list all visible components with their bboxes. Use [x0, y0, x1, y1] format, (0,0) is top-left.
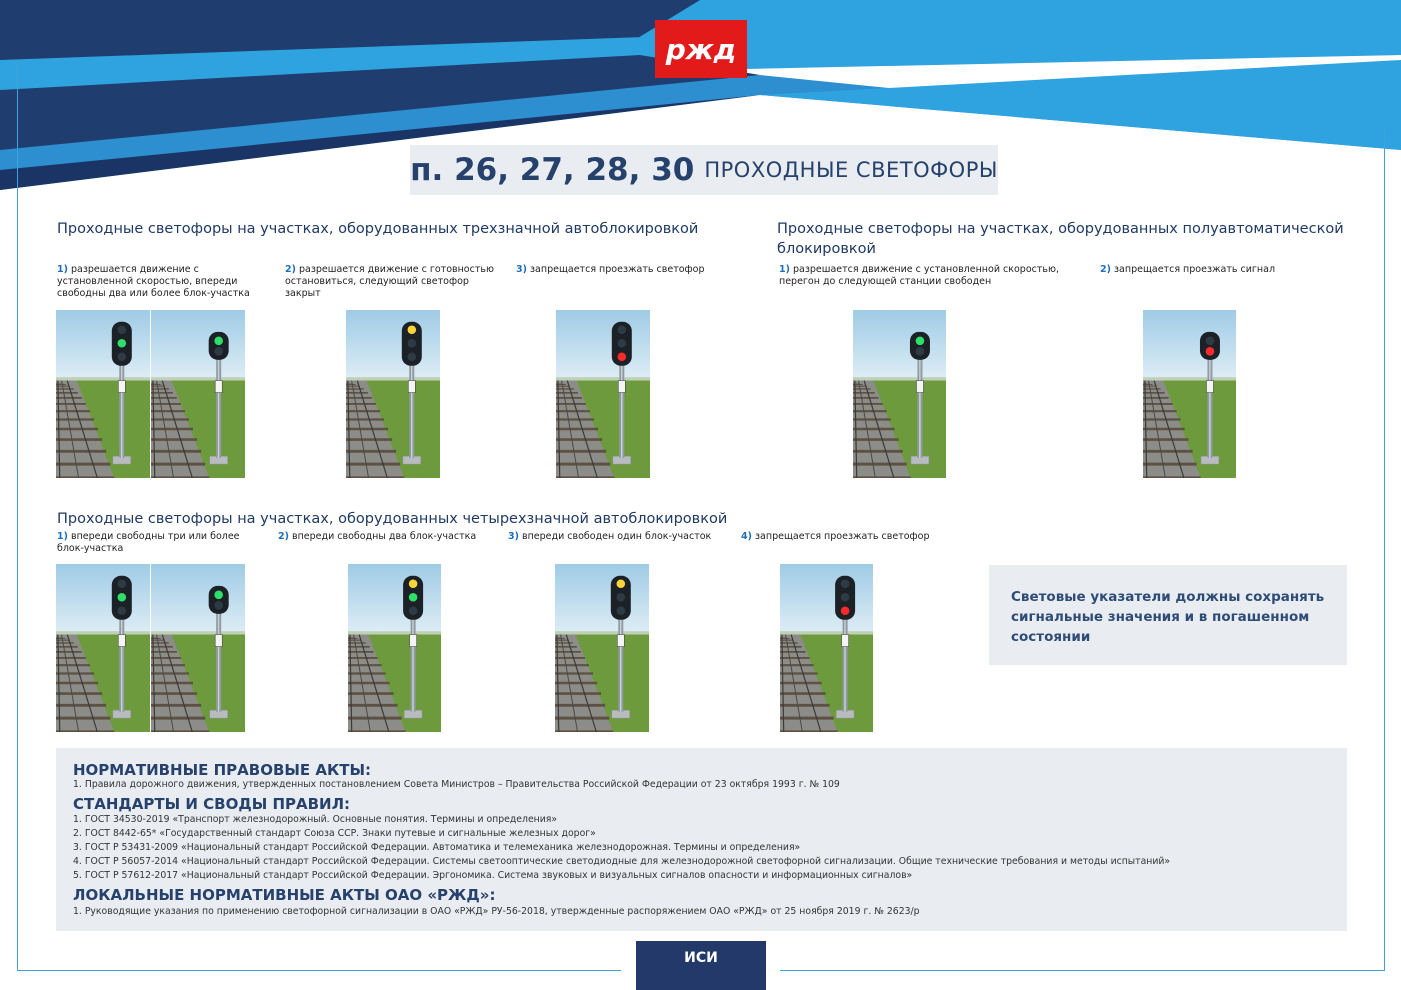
refs-standards-heading: СТАНДАРТЫ И СВОДЫ ПРАВИЛ:	[73, 795, 351, 813]
refs-local-heading: ЛОКАЛЬНЫЕ НОРМАТИВНЫЕ АКТЫ ОАО «РЖД»:	[73, 886, 496, 904]
frame-line-bottom-right	[780, 970, 1385, 971]
references-panel	[56, 748, 1347, 931]
caption-four-2: 2) впереди свободны два блок-участка	[278, 531, 477, 542]
caption-semi-2: 2) запрещается проезжать сигнал	[1100, 264, 1276, 275]
refs-legal-item: 1. Правила дорожного движения, утвержденных постановлением Совета Министров – Правительства Российской Федерации от 23 октября 1993 г. № 109	[73, 779, 840, 790]
signal-photo	[348, 564, 441, 732]
frame-line-bottom-left	[17, 970, 621, 971]
caption-four-3: 3) впереди свободен один блок-участок	[508, 531, 712, 542]
signal-photo	[151, 310, 245, 478]
note-text: Световые указатели должны сохранять сигнальные значения и в погашенном состоянии	[1011, 589, 1325, 645]
section-semi-heading: Проходные светофоры на участках, оборудованных полуавтоматической блокировкой	[777, 221, 1344, 257]
section-three-heading: Проходные светофоры на участках, оборудованных трехзначной автоблокировкой	[57, 221, 699, 237]
caption-three-2: 2) разрешается движение с готовностью остановиться, следующий светофор закрыт	[285, 264, 494, 299]
refs-standards-item: 5. ГОСТ Р 57612-2017 «Национальный стандарт Российской Федерации. Эргономика. Система звуковых и визуальных сигналов опасности и информационных сигналов»	[73, 870, 913, 881]
signal-photo	[151, 564, 245, 732]
refs-standards-item: 4. ГОСТ Р 56057-2014 «Национальный стандарт Российской Федерации. Системы светооптические светодиодные для железнодорожной светофорной сигнализации. Общие технические требования и методы испытаний»	[73, 856, 1171, 867]
rzd-logo-icon	[663, 29, 739, 69]
refs-standards-item: 3. ГОСТ Р 53431-2009 «Национальный стандарт Российской Федерации. Автоматика и телемеханика железнодорожная. Термины и определения»	[73, 842, 801, 853]
refs-legal-heading: НОРМАТИВНЫЕ ПРАВОВЫЕ АКТЫ:	[73, 761, 372, 779]
caption-three-3: 3) запрещается проезжать светофор	[516, 264, 705, 275]
caption-three-1: 1) разрешается движение с установленной скоростью, впереди свободны два или более блок-участка	[57, 264, 250, 299]
page-title	[410, 145, 998, 195]
signal-photo	[56, 310, 150, 478]
signal-photo	[555, 564, 649, 732]
section-four-heading: Проходные светофоры на участках, оборудованных четырехзначной автоблокировкой	[57, 511, 728, 527]
svg-text:ржд: ржд	[665, 33, 737, 66]
signal-photo	[346, 310, 440, 478]
refs-standards-item: 1. ГОСТ 34530-2019 «Транспорт железнодорожный. Основные понятия. Термины и определения»	[73, 814, 558, 825]
rzd-logo	[655, 20, 747, 78]
frame-line-right	[1384, 130, 1385, 970]
page-title-numbers: п. 26, 27, 28, 30	[410, 152, 695, 188]
footer-tab: ИСИ	[636, 941, 766, 990]
note-box	[989, 565, 1347, 665]
refs-standards-item: 2. ГОСТ 8442-65* «Государственный стандарт Союза ССР. Знаки путевые и сигнальные железных дорог»	[73, 828, 596, 839]
signal-photo	[853, 310, 946, 478]
caption-semi-1: 1) разрешается движение с установленной скоростью, перегон до следующей станции свободен	[779, 264, 1060, 287]
signal-photo	[556, 310, 650, 478]
signal-photo	[1143, 310, 1236, 478]
refs-local-item: 1. Руководящие указания по применению светофорной сигнализации в ОАО «РЖД» РУ-56-2018, утвержденные распоряжением ОАО «РЖД» от 25 ноября 2019 г. № 2623/р	[73, 906, 920, 917]
signal-photo	[56, 564, 150, 732]
caption-four-1: 1) впереди свободны три или более блок-участка	[57, 531, 240, 554]
caption-four-4: 4) запрещается проезжать светофор	[741, 531, 930, 542]
page-title-text: ПРОХОДНЫЕ СВЕТОФОРЫ	[704, 158, 998, 182]
signal-photo	[780, 564, 873, 732]
frame-line-left	[17, 60, 18, 970]
